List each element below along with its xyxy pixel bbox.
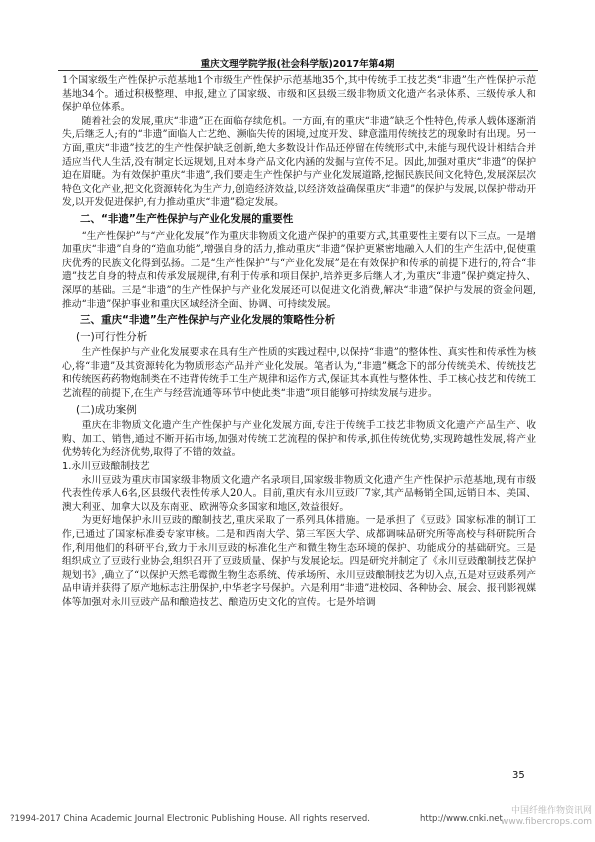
- paragraph: 重庆在非物质文化遗产生产性保护与产业化发展方面,专注于传统手工技艺非物质文化遗产产品生产、收购、加工、销售,通过不断开拓市场,加强对传统工艺流程的保护和传承,抓住传统优势,实现跨越性发展,将产业优势转化为经济优势,取得了不错的效益。: [62, 420, 536, 459]
- section-heading: 三、重庆“非遗”生产性保护与产业化发展的策略性分析: [80, 314, 336, 327]
- paragraph: 永川豆豉为重庆市国家级非物质文化遗产名录项目,国家级非物质文化遗产生产性保护示范基地,现有市级代表性传承人6名,区县级代表性传承人20人。目前,重庆有永川豆豉厂7家,其产品畅销全国,远销日本、美国、澳大利亚、加拿大以及东南亚、欧洲等众多国家和地区,效益很好。: [62, 474, 536, 513]
- paragraph: “生产性保护”与“产业化发展”作为重庆非物质文化遗产保护的重要方式,其重要性主要有以下三点。一是增加重庆“非遗”自身的“造血功能”,增强自身的活力,推动重庆“非遗”保护更紧密地融入人们的生产生活中,促使重庆优秀的民族文化得到弘扬。二是“生产性保护”与“产业化发展”是在有效保护和传承的前提下进行的,符合“非遗”技艺自身的特点和传承发展规律,有利于传承和项目保护,培养更多后继人才,为重庆“非遗”保护奠定持久、深厚的基础。三是“非遗”的生产性保护与产业化发展还可以促进文化消费,解决“非遗”保护与发展的资金问题,推动“非遗”保护事业和重庆区域经济全面、协调、可持续发展。: [62, 230, 536, 310]
- page-number: 35: [512, 770, 525, 781]
- section-heading: 二、“非遗”生产性保护与产业化发展的重要性: [80, 212, 294, 225]
- watermark: [500, 806, 592, 828]
- paragraph: 1个国家级生产性保护示范基地1个市级生产性保护示范基地35个,其中传统手工技艺类“非遗”生产性保护示范基地34个。通过积极整理、申报,建立了国家级、市级和区县级三级非物质文化遗产名录体系、三级传承人和保护单位体系。: [62, 75, 536, 114]
- copyright-footer: ?1994-2017 China Academic Journal Electronic Publishing House. All rights reserved.: [10, 814, 370, 824]
- paragraph: 随着社会的发展,重庆“非遗”正在面临存续危机。一方面,有的重庆“非遗”缺乏个性特色,传承人载体逐渐消失,后继乏人;有的“非遗”面临人亡艺绝、濒临失传的困境,过度开发、肆意滥用传统技艺的现象时有出现。另一方面,重庆“非遗”技艺的生产性保护缺乏创新,绝大多数设计作品还停留在传统形式中,未能与现代设计相结合并适应当代人生活,没有制定长远规划,且对本身产品文化内涵的发掘与宣传不足。因此,加强对重庆“非遗”的保护迫在眉睫。为有效保护重庆“非遗”,我们要走生产性保护与产业化发展道路,挖掘民族民间文化特色,发展深层次特色文化产业,把文化资源转化为生产力,创造经济效益,以经济效益确保重庆“非遗”的保护与发展,以保护带动开发,以开发促进保护,有力推动重庆“非遗”稳定发展。: [62, 115, 536, 209]
- watermark-line: www.fibercrops.com: [501, 817, 592, 827]
- footer-url-link[interactable]: http://www.cnki.net: [420, 814, 503, 824]
- article-body: [62, 74, 536, 610]
- journal-header: 重庆文理学院学报(社会科学版)2017年第4期: [200, 59, 395, 70]
- header-rule: [58, 70, 538, 71]
- watermark-line: 中国纤维作物资讯网: [510, 806, 592, 816]
- case-heading: 1.永川豆豉酿制技艺: [62, 461, 150, 473]
- paragraph: 为更好地保护永川豆豉的酿制技艺,重庆采取了一系列具体措施。一是承担了《豆豉》国家标准的制订工作,已通过了国家标准委专家审核。二是和西南大学、第三军医大学、成都调味品研究所等高校与科研院所合作,利用他们的科研平台,致力于永川豆豉的标准化生产和微生物生态环境的保护、功能成分的基础研究。三是组织成立了豆豉行业协会,组织召开了豆豉质量、保护与发展论坛。四是研究并制定了《永川豆豉酿制技艺保护规划书》,确立了“以保护天然毛霉微生物生态系统、传承场所、永川豆豉酿制技艺为切入点,五是对豆豉系列产品申请并获得了原产地标志注册保护,中华老字号保护。六是利用“非遗”进校园、各种协会、展会、报刊影视媒体等加强对永川豆豉产品和酿造技艺、酿造历史文化的宣传。七是外培调: [62, 515, 536, 608]
- subsection-heading: (二)成功案例: [76, 403, 137, 416]
- paragraph: 生产性保护与产业化发展要求在具有生产性质的实践过程中,以保持“非遗”的整体性、真实性和传承性为核心,将“非遗”及其资源转化为物质形态产品并产业化发展。笔者认为,“非遗”概念下的部分传统美术、传统技艺和传统医药药物炮制类在不违背传统手工生产规律和运作方式,保证其本真性与整体性、手工核心技艺和传统工艺流程的前提下,在生产与经营流通等环节中使此类“非遗”项目能够可持续发展与进步。: [62, 347, 536, 400]
- subsection-heading: (一)可行性分析: [76, 330, 148, 343]
